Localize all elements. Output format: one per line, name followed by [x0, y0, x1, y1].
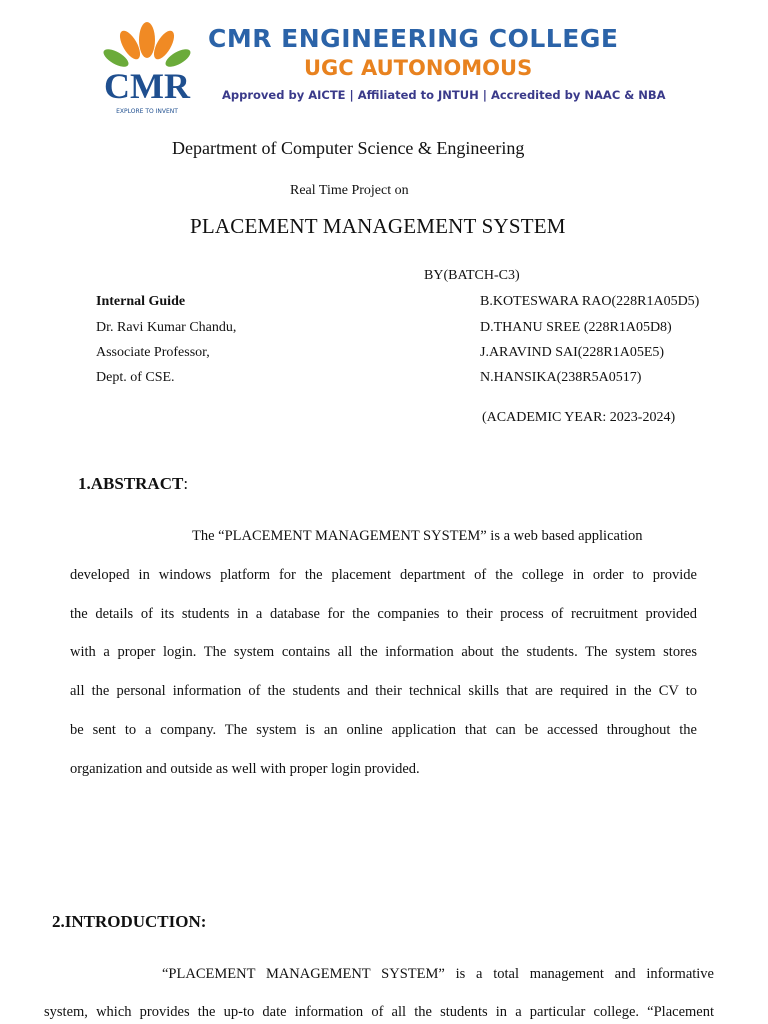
guide-department: Dept. of CSE.: [96, 370, 175, 385]
batch-label: BY(BATCH-C3): [424, 268, 520, 283]
project-title: PLACEMENT MANAGEMENT SYSTEM: [190, 214, 566, 238]
abstract-line: the details of its students in a database for the companies to their process of recruitment provided: [70, 606, 697, 622]
guide-designation: Associate Professor,: [96, 345, 210, 360]
department-title: Department of Computer Science & Engineering: [172, 138, 525, 158]
abstract-heading-colon: :: [183, 474, 189, 493]
logo-tagline: EXPLORE TO INVENT: [116, 108, 178, 115]
abstract-line: be sent to a company. The system is an online application that can be accessed throughout the: [70, 722, 697, 738]
abstract-line: all the personal information of the students and their technical skills that are required in the CV to: [70, 683, 697, 699]
college-logo: [92, 18, 202, 118]
abstract-heading: [78, 474, 188, 494]
guide-name: Dr. Ravi Kumar Chandu,: [96, 320, 237, 335]
abstract-line: The “PLACEMENT MANAGEMENT SYSTEM” is a web based application: [192, 528, 643, 544]
accreditation-line: Approved by AICTE | Affiliated to JNTUH | Accredited by NAAC & NBA: [222, 88, 666, 102]
college-name: CMR ENGINEERING COLLEGE: [208, 24, 619, 53]
introduction-line: system, which provides the up-to date information of all the students in a particular college. “Placement: [44, 1004, 714, 1020]
introduction-line: “PLACEMENT MANAGEMENT SYSTEM” is a total management and informative: [162, 966, 714, 982]
abstract-line: with a proper login. The system contains all the information about the students. The system stores: [70, 644, 697, 660]
team-member: N.HANSIKA(238R5A0517): [480, 370, 642, 385]
autonomy-status: UGC AUTONOMOUS: [304, 56, 533, 80]
project-type: Real Time Project on: [290, 183, 409, 198]
logo-text: CMR: [104, 66, 190, 106]
team-member: J.ARAVIND SAI(228R1A05E5): [480, 345, 665, 360]
academic-year: (ACADEMIC YEAR: 2023-2024): [482, 410, 676, 425]
team-member: D.THANU SREE (228R1A05D8): [480, 320, 672, 335]
abstract-heading-text: 1.ABSTRACT: [78, 474, 184, 493]
abstract-line: organization and outside as well with proper login provided.: [70, 761, 420, 777]
team-member: B.KOTESWARA RAO(228R1A05D5): [480, 294, 700, 309]
logo-flower-icon: [101, 22, 193, 70]
introduction-heading: 2.INTRODUCTION:: [52, 912, 207, 931]
guide-heading: Internal Guide: [96, 294, 186, 309]
abstract-line: developed in windows platform for the placement department of the college in order to provide: [70, 567, 697, 583]
